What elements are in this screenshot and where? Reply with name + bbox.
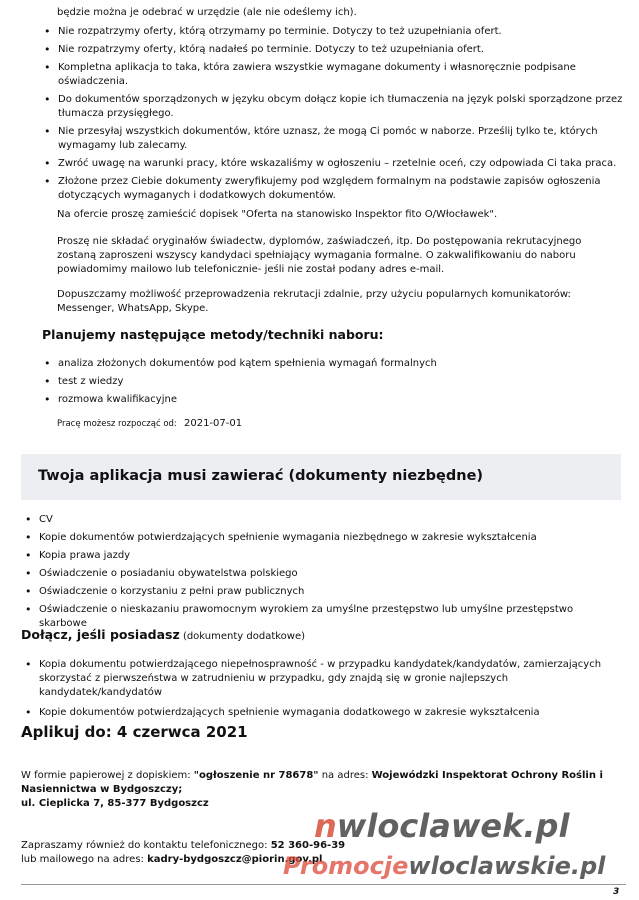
list-item: • Nie rozpatrzymy oferty, którą nadałeś po terminie. Dotyczy to też uzupełniania ofert.	[42, 43, 627, 57]
start-date-label: Pracę możesz rozpocząć od:	[57, 419, 177, 429]
start-date-value: 2021-07-01	[183, 418, 243, 429]
paper-submission-intro: W formie papierowej z dopiskiem:	[21, 770, 194, 781]
required-docs-heading: Twoja aplikacja musi zawierać (dokumenty niezbędne)	[38, 468, 484, 484]
watermark-logo: nwloclawek.pl	[314, 807, 570, 845]
list-item: • analiza złożonych dokumentów pod kątem spełnienia wymagań formalnych	[42, 357, 627, 371]
rules-list	[42, 25, 627, 203]
note-remote: Dopuszczamy możliwość przeprowadzenia rekrutacji zdalnie, przy użyciu popularnych komunikatorów: Messenger, WhatsApp, Skype.	[57, 289, 571, 314]
watermark-tagline	[283, 852, 605, 880]
list-item: • Nie przesyłaj wszystkich dokumentów, które uznasz, że mogą Ci pomóc w naborze. Prześlij tylko te, których wymagamy lub zalecamy.	[42, 125, 627, 153]
start-date-row	[57, 417, 242, 431]
methods-list	[42, 357, 627, 407]
phone-number: 52 360-96-39	[270, 840, 346, 851]
apply-deadline-heading: Aplikuj do: 4 czerwca 2021	[21, 723, 248, 741]
watermark-line2b: wloclawskie.pl	[408, 852, 606, 880]
page-number: 3	[613, 887, 620, 897]
list-item: • Oświadczenie o korzystaniu z pełni praw publicznych	[23, 585, 623, 599]
paper-submission-info	[21, 769, 621, 811]
list-item: • CV	[23, 513, 623, 527]
list-item: • Kopia dokumentu potwierdzającego niepełnosprawność - w przypadku kandydatek/kandydatów, zamierzających skorzystać z pierwszeństwa w zatrudnieniu w przypadku, gdy znajdą się w gronie najlepszych kandydatek/kandydatów	[23, 658, 623, 700]
methods-heading: Planujemy następujące metody/techniki naboru:	[42, 327, 384, 342]
phone-intro: Zapraszamy również do kontaktu telefonicznego:	[21, 840, 271, 851]
address-intro: na adres:	[318, 770, 372, 781]
postal-address: ul. Cieplicka 7, 85-377 Bydgoszcz	[21, 798, 209, 809]
watermark-line2a: Promocje	[283, 852, 409, 880]
list-item: • test z wiedzy	[42, 375, 627, 389]
optional-docs-heading: Dołącz, jeśli posiadasz	[21, 627, 180, 642]
required-docs-banner	[21, 454, 621, 500]
optional-docs-subheading: (dokumenty dodatkowe)	[182, 631, 306, 642]
watermark-line1: wloclawek.pl	[336, 807, 570, 845]
list-item: • Oświadczenie o nieskazaniu prawomocnym wyrokiem za umyślne przestępstwo lub umyślne przestępstwo skarbowe	[23, 603, 623, 631]
required-docs-list	[23, 513, 623, 631]
list-item: • Złożone przez Ciebie dokumenty zweryfikujemy pod względem formalnym na podstawie zapisów ogłoszenia dotyczących wymaganych i dodatkowych dokumentów.	[42, 175, 627, 203]
intro-line: będzie można je odebrać w urzędzie (ale nie odeślemy ich).	[57, 7, 357, 18]
optional-docs-heading-row	[21, 628, 305, 644]
footer-divider	[21, 884, 626, 885]
organization-name: Wojewódzki Inspektorat Ochrony Roślin i Nasiennictwa w Bydgoszczy;	[21, 770, 603, 795]
optional-docs-list	[23, 658, 623, 720]
list-item: • Kopia prawa jazdy	[23, 549, 623, 563]
list-item: • Kopie dokumentów potwierdzających spełnienie wymagania niezbędnego w zakresie wykształcenia	[23, 531, 623, 545]
list-item: • Kompletna aplikacja to taka, która zawiera wszystkie wymagane dokumenty i własnoręcznie podpisane oświadczenia.	[42, 61, 627, 89]
note-originals: Proszę nie składać oryginałów świadectw, dyplomów, zaświadczeń, itp. Do postępowania rekrutacyjnego zostaną zaproszeni wszyscy kandydaci spełniający wymagania formalne. O zakwalifikowaniu do naboru powiadomimy mailowo lub telefonicznie- jeśli nie został podany adres e-mail.	[57, 236, 582, 275]
email-intro: lub mailowego na adres:	[21, 854, 148, 865]
list-item: • Do dokumentów sporządzonych w języku obcym dołącz kopie ich tłumaczenia na język polski sporządzone przez tłumacza przysięgłego.	[42, 93, 627, 121]
list-item: • Nie rozpatrzymy oferty, którą otrzymamy po terminie. Dotyczy to też uzupełniania ofert.	[42, 25, 627, 39]
list-item: • rozmowa kwalifikacyjne	[42, 393, 627, 407]
list-item: • Zwróć uwagę na warunki pracy, które wskazaliśmy w ogłoszeniu – rzetelnie oceń, czy odpowiada Ci taka praca.	[42, 157, 627, 171]
list-item: • Oświadczenie o posiadaniu obywatelstwa polskiego	[23, 567, 623, 581]
note-dopisek: Na ofercie proszę zamieścić dopisek "Oferta na stanowisko Inspektor fito O/Włocławek".	[57, 209, 498, 220]
reference-number: "ogłoszenie nr 78678"	[193, 770, 319, 781]
email-address[interactable]: kadry-bydgoszcz@piorin.gov.pl	[147, 854, 323, 865]
list-item: • Kopie dokumentów potwierdzających spełnienie wymagania dodatkowego w zakresie wykształcenia	[23, 706, 623, 720]
